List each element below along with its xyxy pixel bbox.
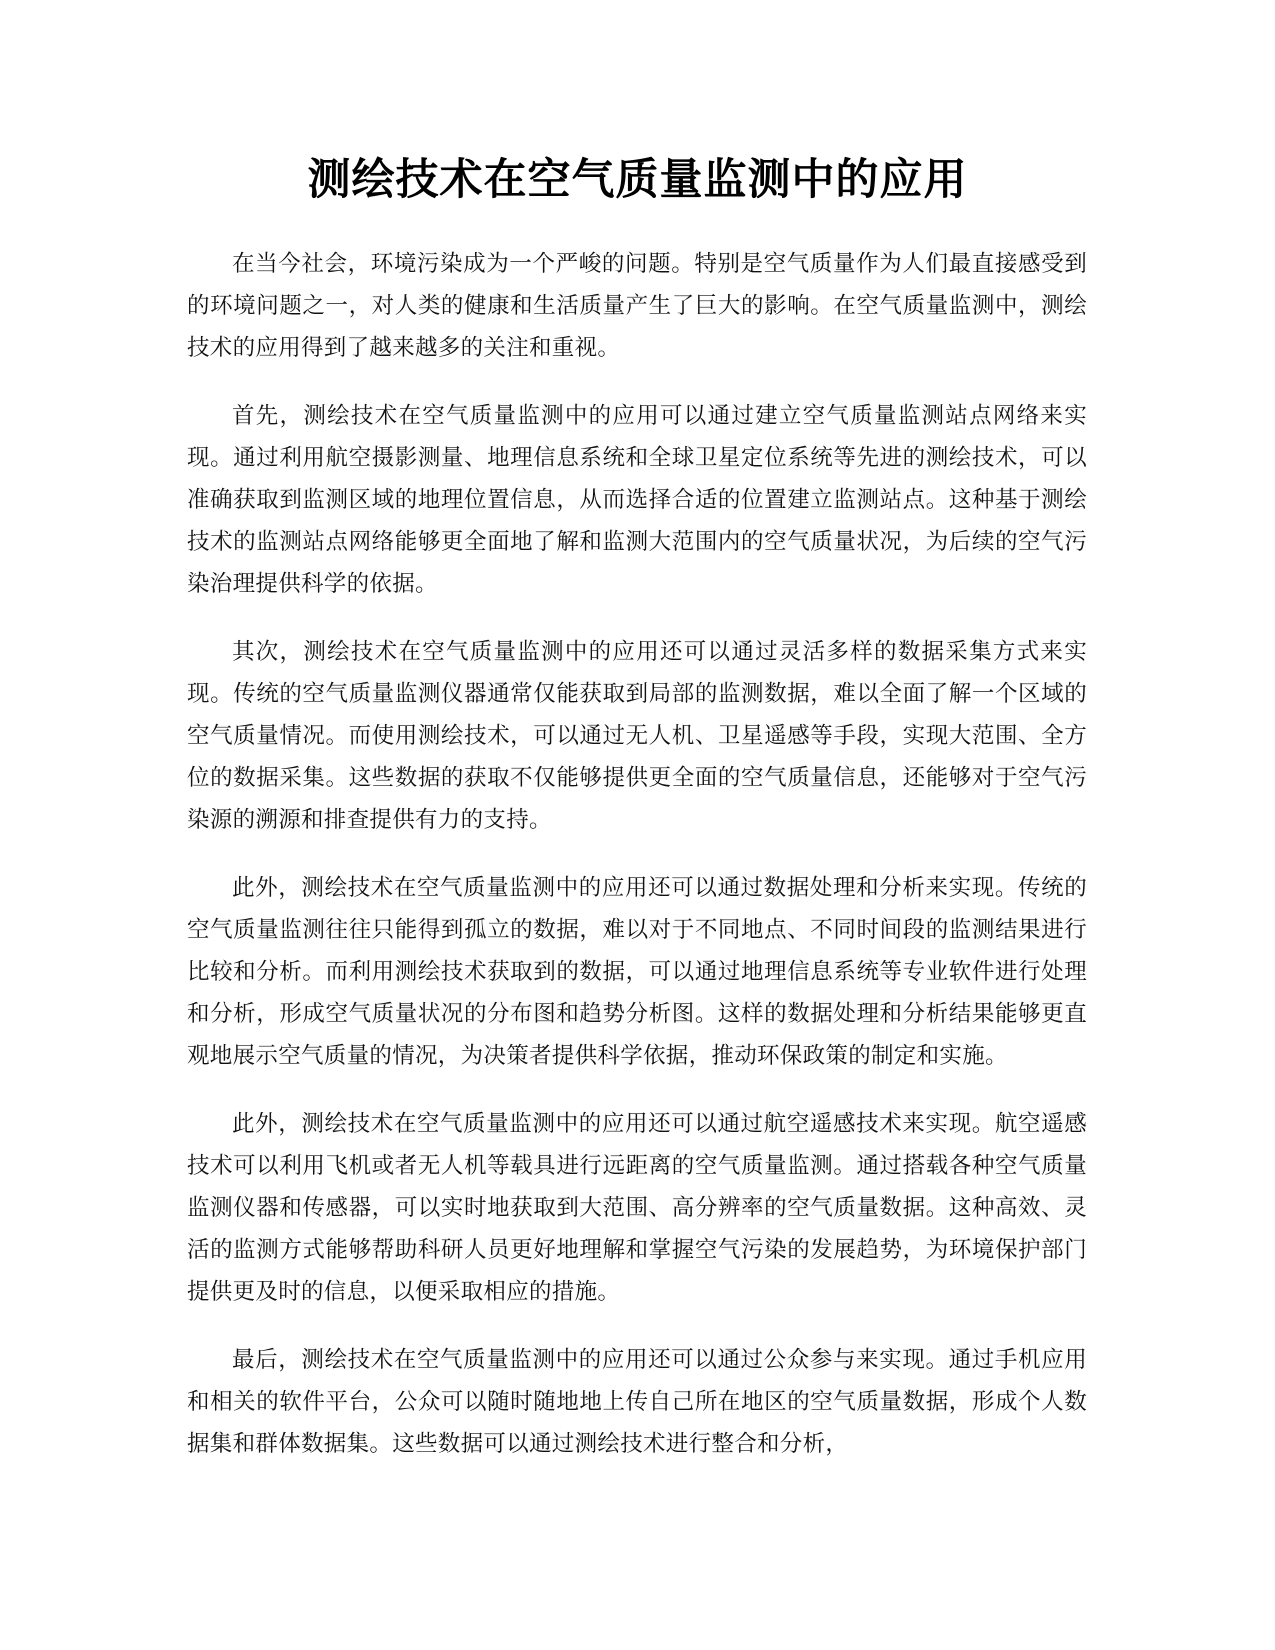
paragraph-monitoring-network: 首先，测绘技术在空气质量监测中的应用可以通过建立空气质量监测站点网络来实现。通过利用航空摄影测量、地理信息系统和全球卫星定位系统等先进的测绘技术，可以准确获取到监测区域的地理位置信息，从而选择合适的位置建立监测站点。这种基于测绘技术的监测站点网络能够更全面地了解和监测大范围内的空气质量状况，为后续的空气污染治理提供科学的依据。 [187,403,1087,597]
document-title: 测绘技术在空气质量监测中的应用 [307,155,968,205]
paragraph-aerial-remote-sensing: 此外，测绘技术在空气质量监测中的应用还可以通过航空遥感技术来实现。航空遥感技术可以利用飞机或者无人机等载具进行远距离的空气质量监测。通过搭载各种空气质量监测仪器和传感器，可以实时地获取到大范围、高分辨率的空气质量数据。这种高效、灵活的监测方式能够帮助科研人员更好地理解和掌握空气污染的发展趋势，为环境保护部门提供更及时的信息，以便采取相应的措施。 [187,1111,1087,1305]
paragraph-data-collection: 其次，测绘技术在空气质量监测中的应用还可以通过灵活多样的数据采集方式来实现。传统的空气质量监测仪器通常仅能获取到局部的监测数据，难以全面了解一个区域的空气质量情况。而使用测绘技术，可以通过无人机、卫星遥感等手段，实现大范围、全方位的数据采集。这些数据的获取不仅能够提供更全面的空气质量信息，还能够对于空气污染源的溯源和排查提供有力的支持。 [187,639,1087,833]
document-body [187,243,1087,1491]
paragraph-data-analysis: 此外，测绘技术在空气质量监测中的应用还可以通过数据处理和分析来实现。传统的空气质量监测往往只能得到孤立的数据，难以对于不同地点、不同时间段的监测结果进行比较和分析。而利用测绘技术获取到的数据，可以通过地理信息系统等专业软件进行处理和分析，形成空气质量状况的分布图和趋势分析图。这样的数据处理和分析结果能够更直观地展示空气质量的情况，为决策者提供科学依据，推动环保政策的制定和实施。 [187,875,1087,1069]
paragraph-public-participation: 最后，测绘技术在空气质量监测中的应用还可以通过公众参与来实现。通过手机应用和相关的软件平台，公众可以随时随地地上传自己所在地区的空气质量数据，形成个人数据集和群体数据集。这些数据可以通过测绘技术进行整合和分析， [187,1347,1087,1457]
paragraph-intro: 在当今社会，环境污染成为一个严峻的问题。特别是空气质量作为人们最直接感受到的环境问题之一，对人类的健康和生活质量产生了巨大的影响。在空气质量监测中，测绘技术的应用得到了越来越多的关注和重视。 [187,251,1087,361]
